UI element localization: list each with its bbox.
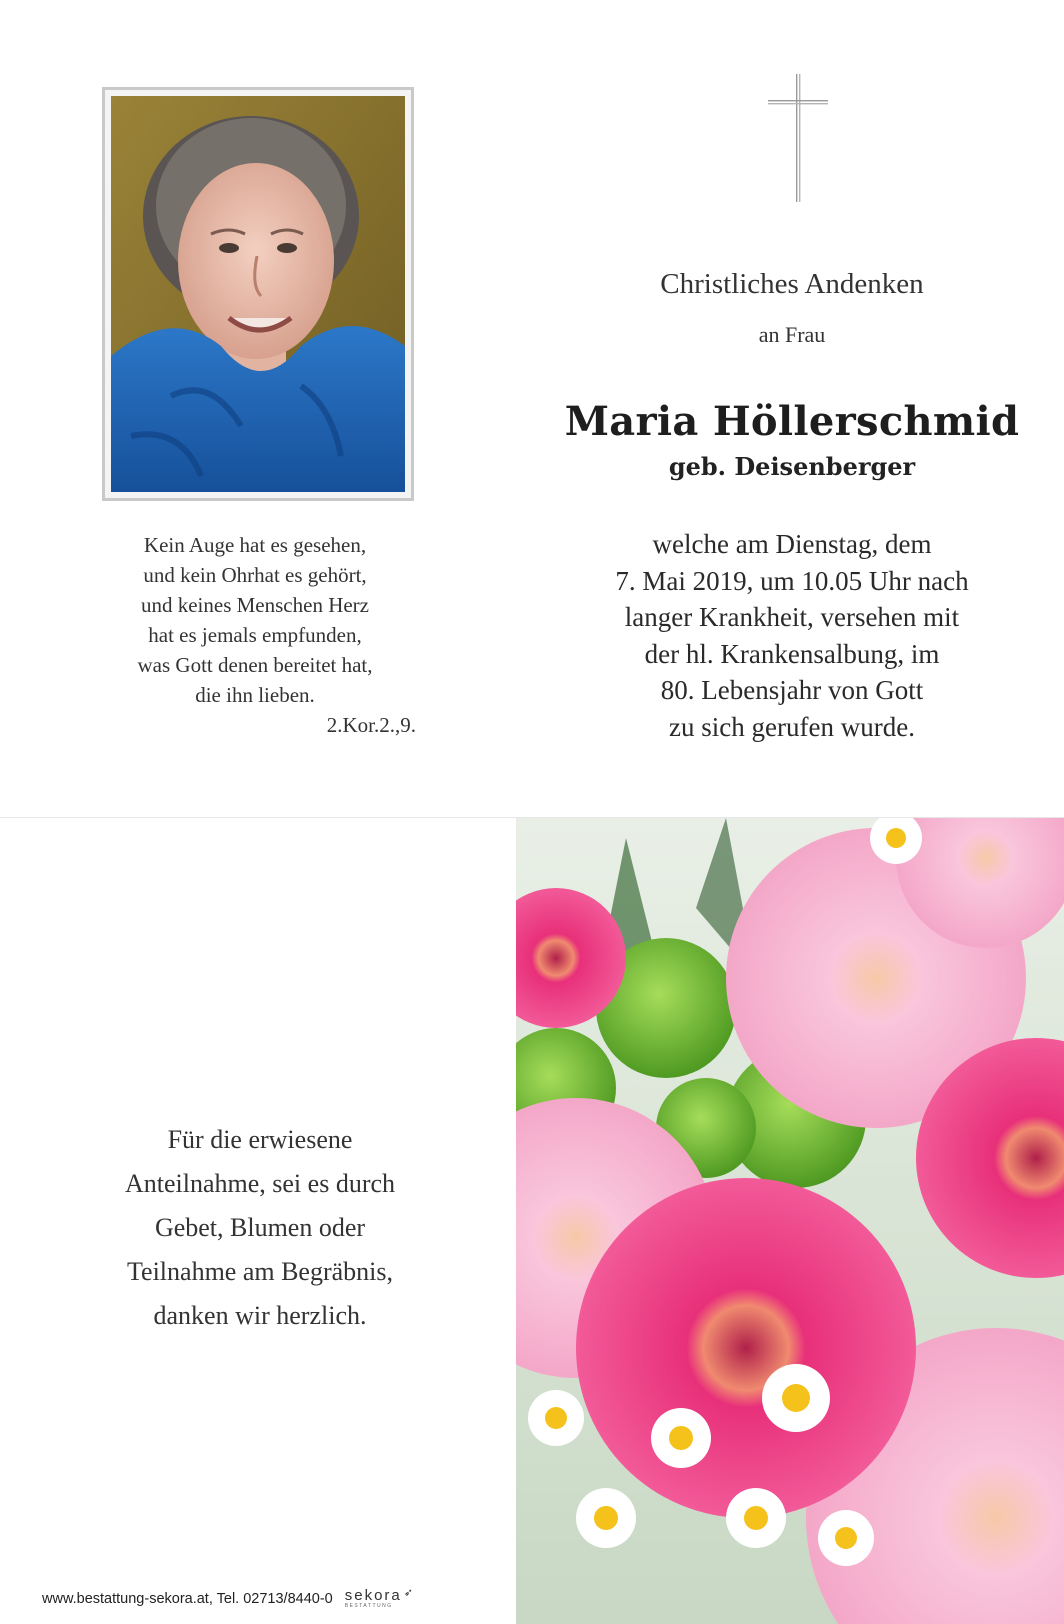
verse-line: hat es jemals empfunden, [148,623,362,647]
thank-you-line: Gebet, Blumen oder [154,1213,366,1242]
logo-subtitle: BESTATTUNG [344,1603,393,1609]
contact-info: www.bestattung-sekora.at, Tel. 02713/8440-0 [42,1590,333,1607]
deceased-name: Maria Höllerschmid [564,398,1020,445]
verse-line: und keines Menschen Herz [140,593,369,617]
portrait-frame [102,87,414,501]
death-notice-line: zu sich gerufen wurde. [669,711,915,742]
logo-word: sekora [344,1587,402,1604]
death-notice-line: langer Krankheit, versehen mit [624,602,960,632]
memorial-heading: Christliches Andenken [660,268,924,300]
verse-line: was Gott denen bereitet hat, [137,653,373,677]
card-back-right [516,818,1064,1624]
thank-you-line: danken wir herzlich. [153,1301,367,1330]
thank-you-line: Anteilnahme, sei es durch [124,1169,396,1198]
bible-verse [80,530,430,740]
card-inner-right [520,0,1064,818]
flower-bouquet-image [516,818,1064,1624]
bird-icon: ➶ [403,1587,413,1599]
verse-line: und kein Ohrhat es gehört, [143,563,367,587]
cross-icon [768,74,828,202]
name-prefix: an Frau [758,322,826,347]
verse-line: die ihn lieben. [195,683,315,707]
death-notice-line: der hl. Krankensalbung, im [644,638,940,669]
birth-name: geb. Deisenberger [668,452,916,481]
death-notice-line: 7. Mai 2019, um 10.05 Uhr nach [615,565,969,596]
sekora-logo [345,1588,413,1609]
death-notice [520,526,1064,745]
portrait-photo [111,96,405,492]
death-notice-line: 80. Lebensjahr von Gott [660,675,924,705]
thank-you-line: Für die erwiesene [167,1125,353,1154]
thank-you-note [60,1118,460,1338]
verse-reference: 2.Kor.2.,9. [326,713,416,737]
funeral-home-footer [42,1588,413,1609]
death-notice-line: welche am Dienstag, dem [652,529,932,559]
verse-line: Kein Auge hat es gesehen, [143,533,367,557]
thank-you-line: Teilnahme am Begräbnis, [126,1257,394,1286]
card-inner-left [0,0,520,818]
